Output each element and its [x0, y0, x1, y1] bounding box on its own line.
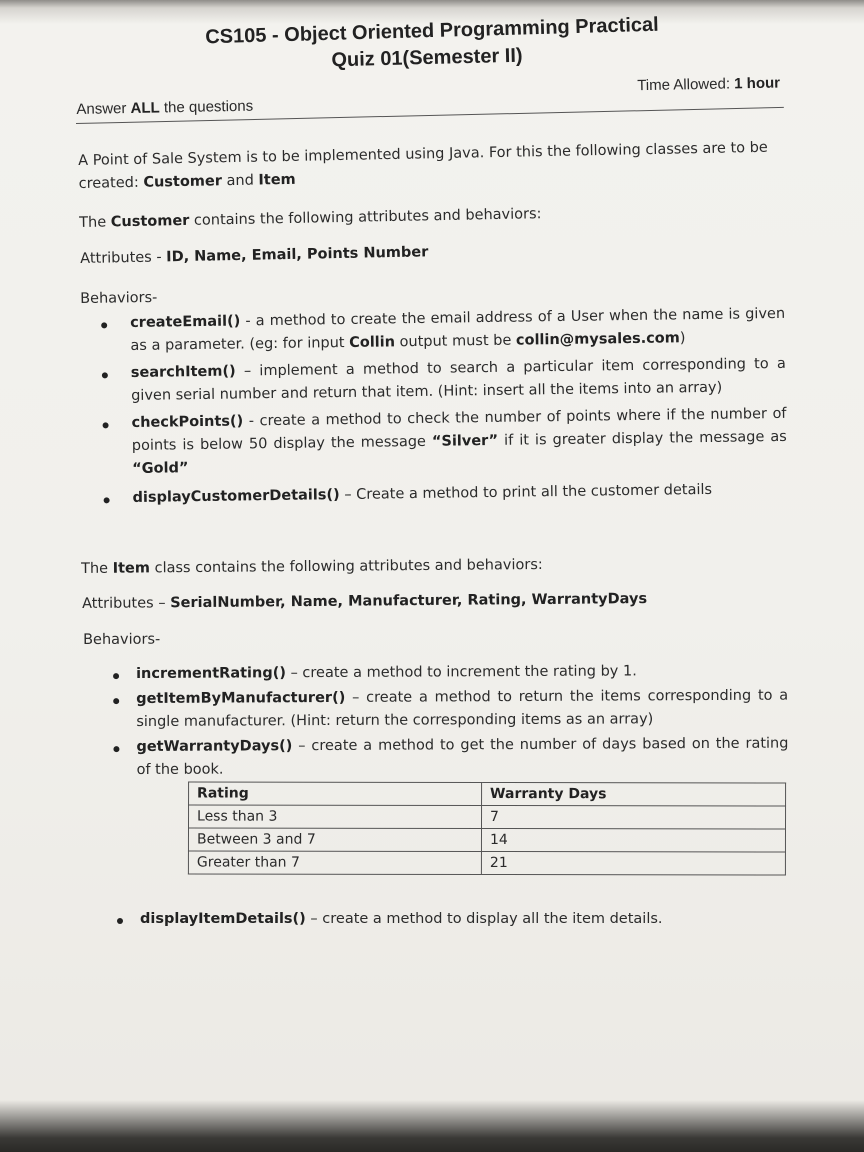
bullet-icon [104, 497, 110, 503]
item-behaviors-label: Behaviors- [83, 631, 161, 648]
customer-behaviors-label: Behaviors- [80, 289, 158, 307]
customer-heading: The Customer contains the following attributes and behaviors: [79, 206, 542, 231]
bullet-icon [103, 422, 109, 428]
page-subtitle: Quiz 01(Semester II) [331, 44, 523, 72]
table-cell: Between 3 and 7 [188, 828, 481, 852]
bullet-icon [117, 918, 123, 924]
bullet-icon [113, 698, 119, 704]
customer-attributes: Attributes - ID, Name, Email, Points Number [80, 244, 429, 267]
table-cell: 21 [481, 851, 785, 875]
list-item: getWarrantyDays() – create a method to get the number of days based on the rating of the book. [136, 733, 788, 782]
table-row [188, 828, 785, 852]
warranty-table [188, 781, 786, 875]
bullet-icon [113, 673, 119, 679]
item-attributes: Attributes – SerialNumber, Name, Manufacturer, Rating, WarrantyDays [82, 591, 648, 612]
page-title: CS105 - Object Oriented Programming Practical [205, 13, 659, 49]
time-allowed: Time Allowed: 1 hour [637, 74, 781, 95]
table-cell: Greater than 7 [188, 851, 481, 875]
customer-behavior-list [130, 303, 788, 510]
bullet-icon [102, 372, 108, 378]
table-cell: Less than 3 [189, 805, 482, 829]
table-row [189, 805, 786, 829]
bullet-icon [113, 746, 119, 752]
table-header-cell: Rating [189, 782, 482, 806]
item-behavior-list [136, 660, 789, 782]
bullet-icon [101, 322, 107, 328]
table-header-row [189, 782, 786, 806]
list-item: incrementRating() – create a method to increment the rating by 1. [136, 660, 788, 686]
list-item: searchItem() – implement a method to search a particular item corresponding to a given serial number and return that item. (Hint: insert all the items into an array) [131, 353, 787, 408]
list-item: checkPoints() - create a method to check the number of points where if the number of points is below 50 display the message “Silver” if it is greater display the message as “Gold” [131, 403, 787, 481]
item-heading: The Item class contains the following attributes and behaviors: [81, 556, 543, 577]
intro-paragraph: A Point of Sale System is to be implemented using Java. For this the following classes are to be created: Customer and Item [78, 139, 768, 192]
list-item: displayCustomerDetails() – Create a method to print all the customer details [132, 478, 787, 510]
list-item: createEmail() - a method to create the email address of a User when the name is given as a parameter. (eg: for input Collin output must be collin@mysales.com) [130, 303, 786, 358]
list-item: getItemByManufacturer() – create a method to return the items corresponding to a single manufacturer. (Hint: return the corresponding items as an array) [136, 685, 788, 734]
table-cell: 7 [482, 805, 786, 829]
item-last-behavior [140, 908, 790, 931]
table-row [188, 851, 785, 875]
table-header-cell: Warranty Days [482, 782, 786, 806]
list-item: displayItemDetails() – create a method to display all the item details. [140, 908, 790, 931]
table-cell: 14 [481, 828, 785, 852]
instruction-row [76, 74, 780, 118]
answer-instruction: Answer ALL the questions [76, 97, 254, 118]
